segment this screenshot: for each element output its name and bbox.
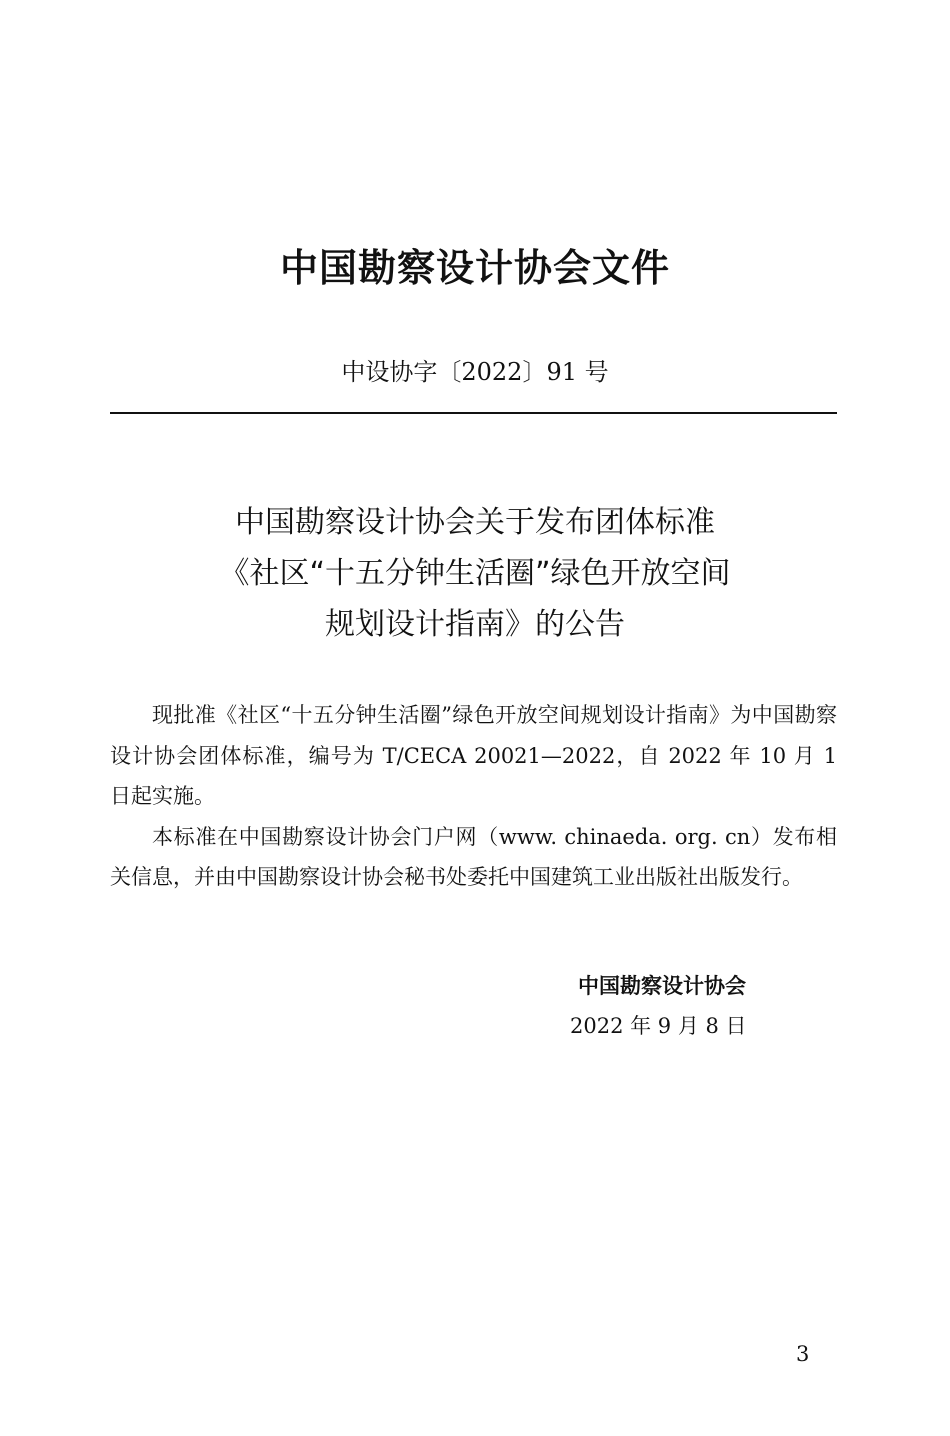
document-number: 中设协字〔2022〕91 号 — [341, 358, 609, 386]
notice-title-line: 中国勘察设计协会关于发布团体标准 — [235, 505, 715, 540]
page-number: 3 — [796, 1342, 810, 1366]
body-paragraph: 本标准在中国勘察设计协会门户网（www. chinaeda. org. cn）发布相关信息，并由中国勘察设计协会秘书处委托中国建筑工业出版社出版发行。 — [110, 824, 837, 889]
notice-title-line: 《社区“十五分钟生活圈”绿色开放空间 — [219, 556, 731, 591]
document-header-title: 中国勘察设计协会文件 — [279, 246, 670, 290]
notice-body — [110, 695, 837, 898]
signature-date: 2022 年 9 月 8 日 — [570, 1014, 747, 1038]
header-divider — [110, 412, 837, 414]
signature-organization: 中国勘察设计协会 — [578, 974, 746, 998]
notice-title — [0, 497, 950, 650]
notice-title-line: 规划设计指南》的公告 — [325, 607, 625, 642]
body-paragraph: 现批准《社区“十五分钟生活圈”绿色开放空间规划设计指南》为中国勘察设计协会团体标准，编号为 T/CECA 20021—2022，自 2022 年 10 月 1 日起实施。 — [110, 703, 837, 808]
